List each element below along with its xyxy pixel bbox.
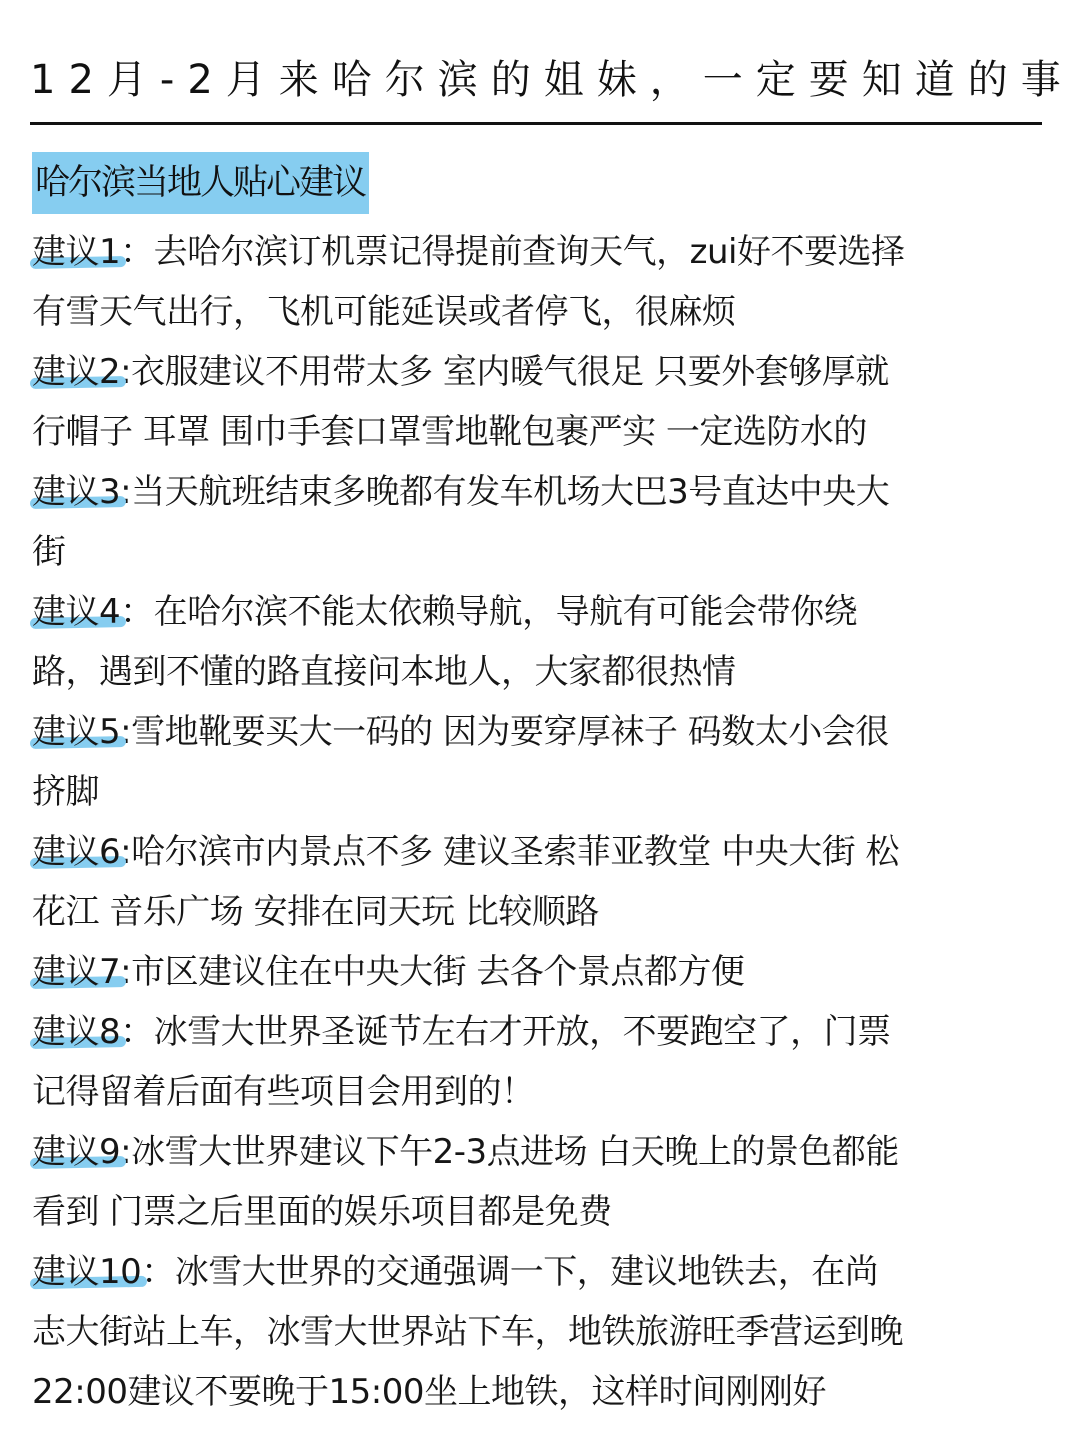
tip-text: :衣服建议不用带太多 室内暖气很足 只要外套够厚就 行帽子 耳罩 围巾手套口罩雪地靴包裹严实 一定选防水的 [32,352,889,452]
tips-list [32,222,1042,1422]
tip-text: :当天航班结束多晚都有发车机场大巴3号直达中央大 街 [32,472,890,572]
title-divider [30,122,1042,125]
tip-label: 建议5 [32,712,121,752]
tip-item [32,1242,1042,1422]
tip-label: 建议6 [32,832,121,872]
tip-text: :冰雪大世界建议下午2-3点进场 白天晚上的景色都能 看到 门票之后里面的娱乐项目都是免费 [32,1132,899,1232]
tip-item [32,1122,1042,1242]
section-label: 哈尔滨当地人贴心建议 [32,152,369,214]
tip-label: 建议9 [32,1132,121,1172]
tip-label: 建议1 [32,232,121,272]
page-title: 12月-2月来哈尔滨的姐妹，一定要知道的事 [30,57,1074,103]
tip-item [32,702,1042,822]
tip-label: 建议8 [32,1012,121,1052]
tip-text: ：冰雪大世界圣诞节左右才开放，不要跑空了，门票 记得留着后面有些项目会用到的！ [32,1012,891,1112]
tip-item [32,222,1042,342]
tip-item [32,822,1042,942]
tip-text: ：冰雪大世界的交通强调一下，建议地铁去，在尚 志大街站上车，冰雪大世界站下车，地铁旅游旺季营运到晚 22:00建议不要晚于15:00坐上地铁，这样时间刚刚好 [32,1252,903,1412]
tip-label: 建议3 [32,472,121,512]
tip-text: ：去哈尔滨订机票记得提前查询天气，zui好不要选择 有雪天气出行，飞机可能延误或者停飞，很麻烦 [32,232,905,332]
tip-label: 建议7 [32,952,121,992]
tip-label: 建议4 [32,592,121,632]
tip-item [32,582,1042,702]
tip-text: ：在哈尔滨不能太依赖导航，导航有可能会带你绕 路，遇到不懂的路直接问本地人，大家都很热情 [32,592,858,692]
tip-item [32,1002,1042,1122]
tip-label: 建议10 [32,1252,142,1292]
tip-text: :哈尔滨市内景点不多 建议圣索菲亚教堂 中央大街 松 花江 音乐广场 安排在同天玩 比较顺路 [32,832,900,932]
tip-item [32,342,1042,462]
tip-label: 建议2 [32,352,121,392]
tip-item [32,942,1042,1002]
tip-item [32,462,1042,582]
tip-text: :市区建议住在中央大街 去各个景点都方便 [120,952,745,992]
tip-text: :雪地靴要买大一码的 因为要穿厚袜子 码数太小会很 挤脚 [32,712,889,812]
